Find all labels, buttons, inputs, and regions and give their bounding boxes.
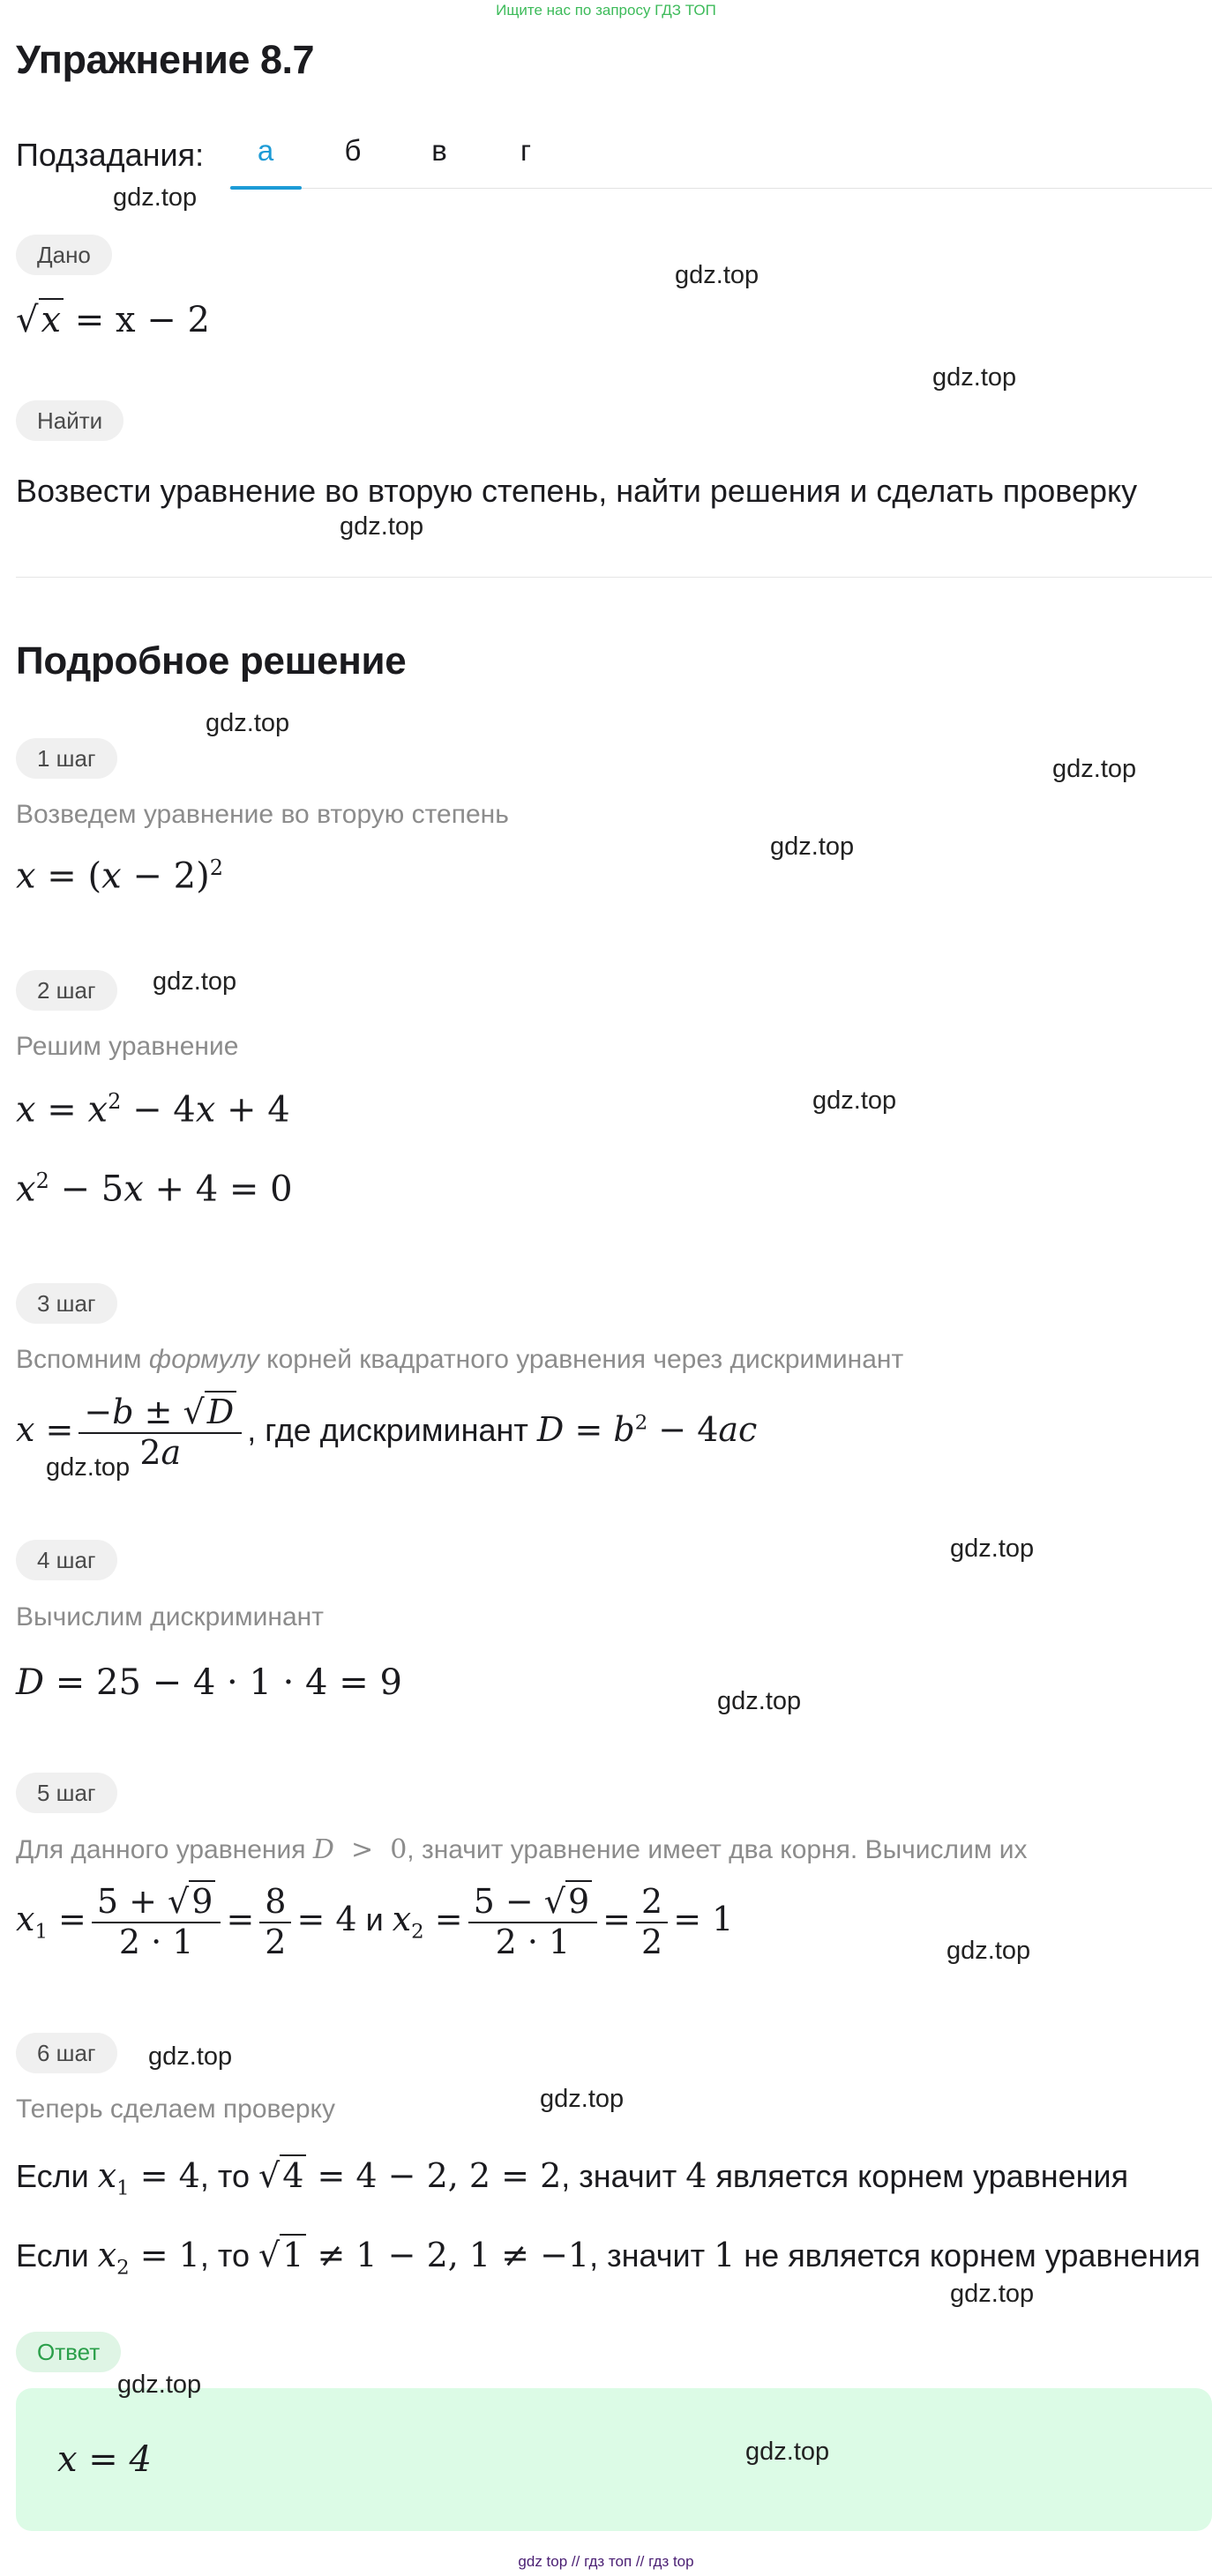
step-2-label: 2 шаг xyxy=(16,970,117,1011)
watermark: gdz.top xyxy=(117,2371,202,2399)
step-5-text: Для данного уравнения D > 0, значит уравнение имеет два корня. Вычислим их xyxy=(16,1834,1028,1865)
watermark: gdz.top xyxy=(206,709,290,737)
solution-title: Подробное решение xyxy=(16,639,407,683)
watermark: gdz.top xyxy=(148,2042,233,2071)
search-banner[interactable]: Ищите нас по запросу ГДЗ ТОП xyxy=(496,2,716,19)
tab-g[interactable]: г xyxy=(520,134,532,167)
quadratic-formula-fraction: $\frac{-b \pm √D}{2a}$ xyxy=(79,1393,242,1472)
given-label: Дано xyxy=(16,235,112,275)
watermark: gdz.top xyxy=(812,1086,897,1115)
step-2-text: Решим уравнение xyxy=(16,1032,239,1061)
watermark: gdz.top xyxy=(113,183,198,212)
page-title: Упражнение 8.7 xyxy=(16,37,315,82)
find-text: Возвести уравнение во вторую степень, найти решения и сделать проверку xyxy=(16,473,1138,509)
section-divider xyxy=(16,577,1212,578)
step-6-label: 6 шаг xyxy=(16,2033,117,2073)
answer-box xyxy=(16,2388,1212,2531)
step-3-label: 3 шаг xyxy=(16,1283,117,1324)
given-equation: √x = x − 2 xyxy=(16,300,210,340)
tabs-divider xyxy=(229,188,1212,189)
answer-value: x = 4 xyxy=(57,2439,152,2480)
step-1-text: Возведем уравнение во вторую степень xyxy=(16,800,509,829)
check-line-1: Если $x_1 = 4$, то √4 = 4 − 2, 2 = 2, значит 4 является корнем уравнения xyxy=(16,2156,1129,2200)
tab-v[interactable]: в xyxy=(431,134,447,167)
step-1-label: 1 шаг xyxy=(16,738,117,779)
watermark: gdz.top xyxy=(153,967,237,996)
watermark: gdz.top xyxy=(340,512,424,541)
tab-a[interactable]: а xyxy=(257,134,274,167)
subtasks-label: Подзадания: xyxy=(16,137,205,173)
step-4-text: Вычислим дискриминант xyxy=(16,1602,324,1631)
step-3-text: Вспомним формулу корней квадратного уравнения через дискриминант xyxy=(16,1345,904,1374)
step-2-equation-2: $x^2 - 5x + 4 = 0$ xyxy=(16,1169,293,1210)
watermark: gdz.top xyxy=(932,363,1017,392)
check-line-2: Если $x_2 = 1$, то √1 ≠ 1 − 2, 1 ≠ −1, значит 1 не является корнем уравнения xyxy=(16,2236,1201,2280)
step-6-text: Теперь сделаем проверку xyxy=(16,2094,335,2124)
find-label: Найти xyxy=(16,400,123,441)
watermark: gdz.top xyxy=(770,833,855,861)
tab-b[interactable]: б xyxy=(344,134,362,167)
step-5-roots: $x_1$ = $\frac{5 + √9}{2 \cdot 1}$ = $\frac{8}{2}$ = 4 и $x_2$ = $\frac{5 - √9}{2 \cdot 1}$ = $\frac{2}{2}$ = 1 xyxy=(16,1882,734,1961)
watermark: gdz.top xyxy=(950,2280,1035,2308)
watermark: gdz.top xyxy=(1052,755,1137,783)
given-rhs: = x − 2 xyxy=(74,300,210,340)
watermark: gdz.top xyxy=(946,1937,1031,1965)
step-4-equation: D = 25 − 4 · 1 · 4 = 9 xyxy=(16,1662,402,1703)
active-tab-indicator xyxy=(230,186,302,190)
footer-links[interactable]: gdz top // гдз топ // гдз top xyxy=(518,2553,694,2570)
step-2-equation-1: $x = x^2 - 4x + 4$ xyxy=(16,1089,290,1131)
step-1-equation: $x = (x - 2)^2$ xyxy=(16,855,223,897)
watermark: gdz.top xyxy=(717,1687,802,1715)
watermark: gdz.top xyxy=(745,2438,830,2466)
answer-label: Ответ xyxy=(16,2332,121,2372)
step-5-label: 5 шаг xyxy=(16,1773,117,1813)
watermark: gdz.top xyxy=(46,1453,131,1482)
watermark: gdz.top xyxy=(675,261,759,289)
watermark: gdz.top xyxy=(950,1534,1035,1563)
step-4-label: 4 шаг xyxy=(16,1540,117,1580)
watermark: gdz.top xyxy=(540,2085,625,2113)
step-3-formula: x = $\frac{-b \pm √D}{2a}$ , где дискриминант $D = b^2 - 4ac$ xyxy=(16,1393,758,1472)
